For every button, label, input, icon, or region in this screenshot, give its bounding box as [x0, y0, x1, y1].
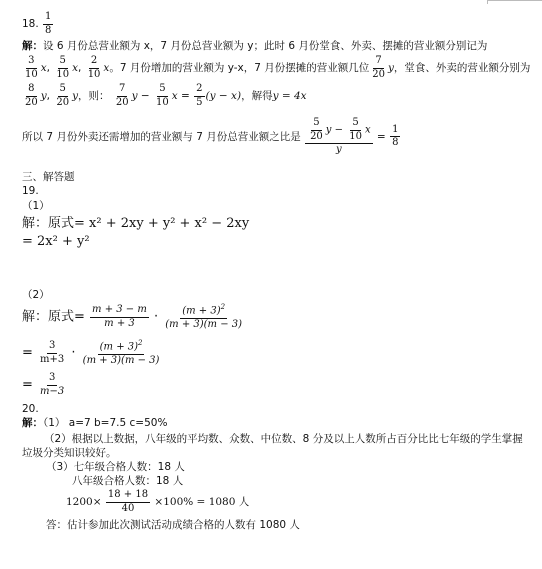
q18-sol-label: 解： [22, 40, 43, 52]
q18-then-label: ，则： [78, 90, 110, 102]
q18-solve-result: y = 4x [272, 90, 307, 102]
q19-part2-label: （2） [22, 289, 50, 301]
q18-line2: $\frac{3}{10}$ x, $\frac{5}{10}$ x, $\frac{2}{10}$ x。7 月份增加的营业额为 y-x，7 月份摆摊的营业额几位 $\frac{7}{20}$ y，堂食、外卖的营业额分别为 [25, 55, 531, 80]
q20-calc: 1200× $\frac{18 + 18}{40}$ ×100% = 1080 人 [66, 489, 250, 514]
q19-part2-line2: = $\frac{3}{m+3}$ · $\frac{(m + 3)^2}{(m + 3)(m - 3)}$ [22, 339, 160, 366]
q19-part2-line1: 解：原式= $\frac{m + 3 - m}{m + 3}$ · $\frac{(m + 3)^2}{(m + 3)(m - 3)}$ [22, 303, 243, 330]
q18-line3: $\frac{8}{20}$ y, $\frac{5}{20}$ y，则： $\frac{7}{20}$ y − $\frac{5}{10}$ x = $\frac{2}{5}$ (y − x)，解得y = 4x [25, 83, 307, 108]
q18-number: 18. [22, 18, 39, 30]
q18-others-text: ，堂食、外卖的营业额分别为 [393, 62, 531, 74]
q19-part1-result: = 2x² + y² [22, 234, 90, 249]
q18-solve-label: ，解得 [241, 90, 273, 102]
q20-part1: 解：（1） a=7 b=7.5 c=50% [22, 417, 168, 429]
q19-number: 19. [22, 185, 39, 197]
q18-conclusion-text: 所以 7 月份外卖还需增加的营业额与 7 月份总营业额之比是 [22, 130, 301, 143]
q19-part2-lhs: 解：原式 [22, 309, 75, 325]
q19-part1-label: （1） [22, 200, 50, 212]
q18-increase-text: 。7 月份增加的营业额为 y-x，7 月份摆摊的营业额几位 [109, 62, 370, 74]
q18-ratio-fraction: $\frac{5}{20}$ y − $\frac{5}{10}$ x y [305, 118, 373, 156]
q19-part2-result: = $\frac{3}{m-3}$ [22, 372, 65, 397]
q18-setup-text: 设 6 月份总营业额为 x，7 月份总营业额为 y；此时 6 月份堂食、外卖、摆摊的营业额分别记为 [43, 40, 488, 52]
q18-line1 [22, 41, 487, 52]
q20-part2-line1: （2）根据以上数据，八年级的平均数、众数、中位数、8 分及以上人数所占百分比比七年级的学生掌握 [44, 433, 523, 445]
q19-part1-lhs: 解：原式 [22, 216, 75, 231]
q18-header [22, 12, 54, 36]
q20-part3-line2: 八年级合格人数：18 人 [72, 475, 184, 487]
q20-number: 20. [22, 403, 39, 415]
q19-part1-line1 [22, 217, 249, 230]
page-corner-mark-vertical [487, 0, 488, 4]
q20-part3-line1: （3）七年级合格人数：18 人 [46, 461, 185, 473]
q19-part1-rhs: = x² + 2xy + y² + x² − 2xy [74, 216, 250, 231]
q20-part2-line2: 垃圾分类知识较好。 [22, 447, 117, 459]
section-title: 三、解答题 [22, 171, 75, 183]
q18-conclusion: 所以 7 月份外卖还需增加的营业额与 7 月份总营业额之比是 $\frac{5}{20}$ y − $\frac{5}{10}$ x y = $\frac{1}{8}$ [22, 117, 399, 155]
q18-answer-fraction: $\frac{1}{8}$ [45, 11, 52, 36]
page-corner-mark [487, 0, 542, 4]
q20-answer: 答：估计参加此次测试活动成绩合格的人数有 1080 人 [46, 519, 300, 531]
q19-final-fraction: $\frac{3}{m-3}$ [40, 372, 65, 397]
